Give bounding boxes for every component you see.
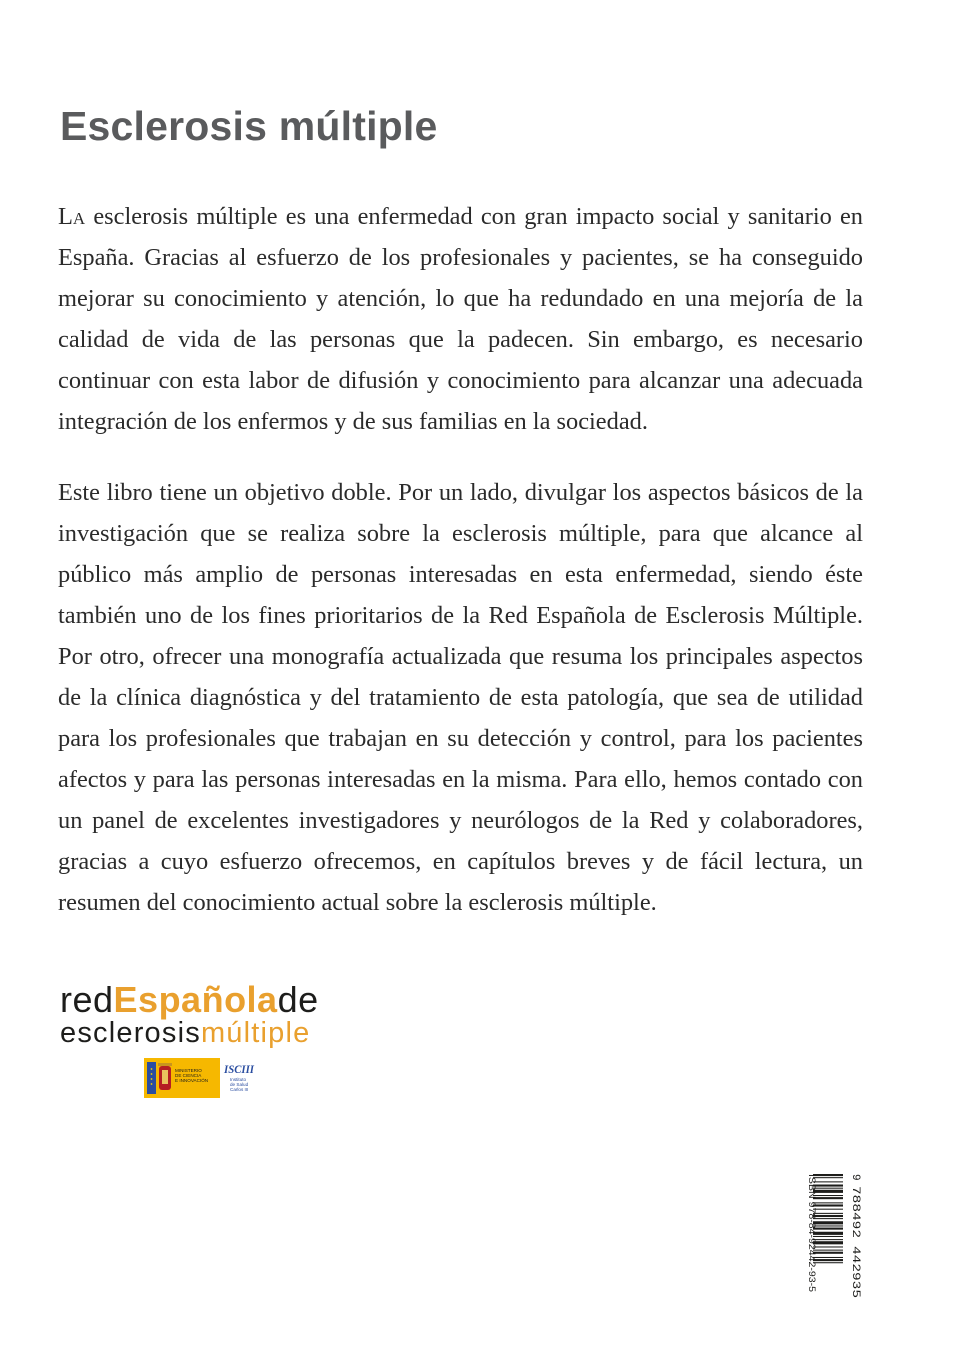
isciii-text-3: Carlos III: [230, 1087, 249, 1092]
paragraph-objective: Este libro tiene un objetivo doble. Por un lado, divulgar los aspectos básicos de la investigación que se realiza sobre la esclerosis múltiple, para que alcance al público más amplio de personas interesadas en esta enfermedad, siendo éste también uno de los fines prioritarios de la Red Española de Esclerosis Múltiple. Por otro, ofrecer una monografía actualizada que resuma los principales aspectos de la clínica diagnóstica y del tratamiento de esta patología, que sea de utilidad para los profesionales que trabajan en su detección y control, para los pacientes afectos y para las personas interesadas en la misma. Para ello, hemos contado con un panel de excelentes investigadores y neurólogos de la Red y colaboradores, gracias a cuyo esfuerzo ofrecemos, en capítulos breves y de fácil lectura, un resumen del conocimiento actual sobre la esclerosis múltiple.: [58, 479, 863, 916]
eu-flag-icon: [147, 1062, 156, 1094]
logo-word-multiple: múltiple: [200, 1017, 311, 1049]
isciii-text-1: Instituto: [230, 1077, 247, 1082]
logo-word-de: de: [277, 979, 319, 1020]
isbn-barcode: [797, 1172, 867, 1312]
ministry-text-3: E INNOVACIÓN: [175, 1078, 209, 1083]
barcode-digits-group-1: 788492: [849, 1186, 861, 1226]
ministry-logo: [144, 1058, 220, 1098]
logo-line-1: [60, 979, 319, 1020]
logo-line-2: [60, 1019, 319, 1048]
isciii-text-2: de Salud: [230, 1082, 249, 1087]
drop-cap-smallcaps: a: [72, 203, 86, 230]
drop-cap-letter: L: [58, 203, 73, 230]
barcode-digit-lead: 9: [849, 1174, 861, 1181]
sponsor-logos: [144, 1058, 256, 1098]
isciii-logo: [223, 1062, 255, 1092]
logo-word-red: red: [60, 979, 114, 1020]
isbn-text: ISBN 978-84-92442-93-5: [807, 1174, 817, 1275]
paragraph-intro-text: esclerosis múltiple es una enfermedad con gran impacto social y sanitario en España. Gracias al esfuerzo de los profesionales y pacientes, se ha conseguido mejorar su conocimiento y atención, lo que ha redundado en una mejoría de la calidad de vida de las personas que la padecen. Sin embargo, es necesario continuar con esta labor de difusión y conocimiento para alcanzar una adecuada integración de los enfermos y de sus familias en la sociedad.: [58, 203, 863, 435]
red-espanola-logo: [60, 979, 319, 1049]
ministry-text-2: DE CIENCIA: [175, 1073, 202, 1078]
page-title: Esclerosis múltiple: [60, 103, 438, 149]
isciii-mark-icon: ISCIII: [223, 1062, 256, 1076]
spain-coat-of-arms-icon: [158, 1063, 172, 1090]
paragraph-intro: [58, 196, 863, 442]
ministry-text-1: MINISTERIO: [175, 1068, 202, 1073]
barcode-digits-group-2: 442935: [849, 1246, 861, 1286]
logo-word-espanola: Española: [113, 979, 278, 1020]
logo-word-esclerosis: esclerosis: [60, 1017, 201, 1049]
